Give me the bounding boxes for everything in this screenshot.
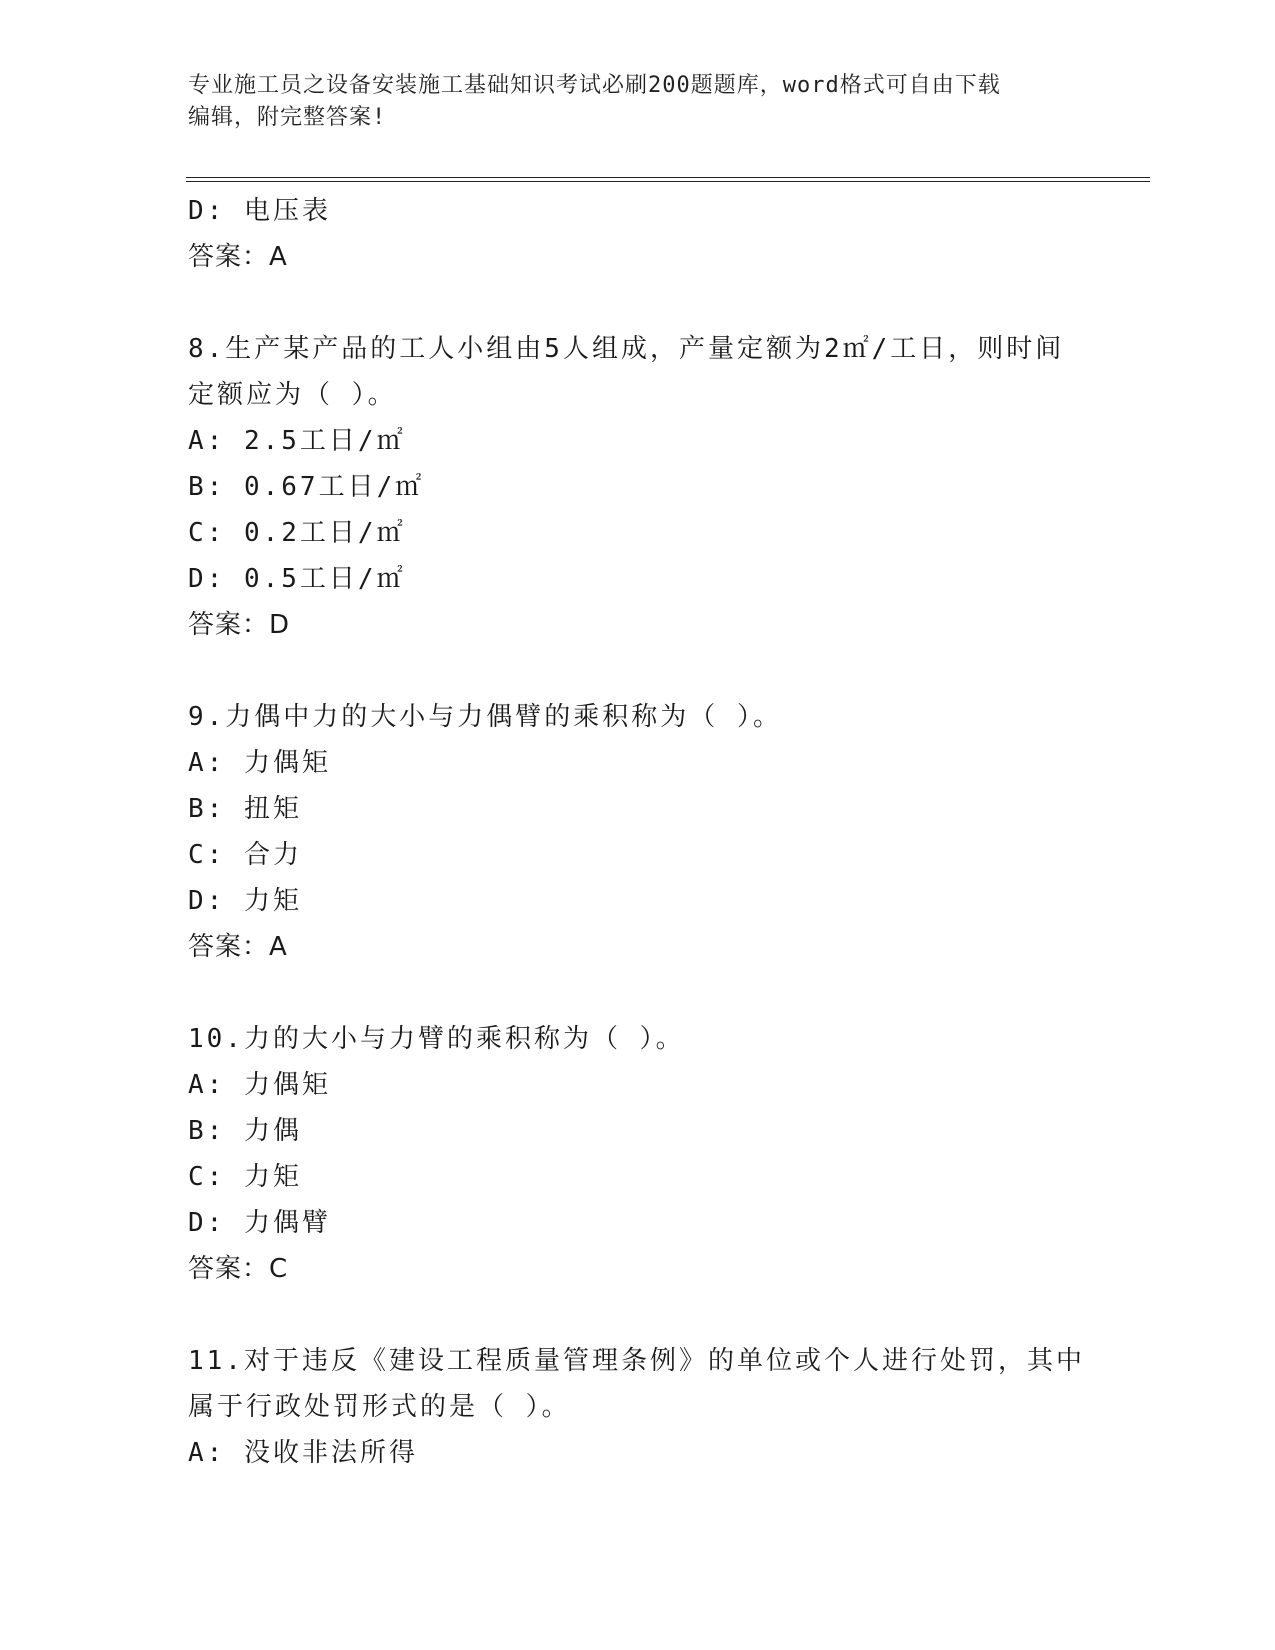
question-stem-line-2: 属于行政处罚形式的是（ ）。 — [188, 1392, 571, 1422]
option-c: C: 0.2工日/㎡ — [188, 518, 406, 548]
option-a: A: 力偶矩 — [188, 1070, 331, 1100]
option-b: B: 力偶 — [188, 1116, 302, 1146]
answer-line: 答案：C — [188, 1254, 289, 1284]
question-stem-line-1: 10.力的大小与力臂的乘积称为（ ）。 — [188, 1024, 685, 1054]
option-b: B: 0.67工日/㎡ — [188, 472, 425, 502]
document-header — [188, 70, 1068, 134]
option-d: D: 电压表 — [188, 196, 331, 226]
question-11 — [188, 1338, 1088, 1476]
header-double-rule — [186, 177, 1150, 182]
question-stem-line-1: 8.生产某产品的工人小组由5人组成，产量定额为2㎡/工日，则时间 — [188, 334, 1065, 364]
option-a: A: 力偶矩 — [188, 748, 331, 778]
answer-line: 答案：A — [188, 932, 288, 962]
header-title-line-2: 编辑，附完整答案! — [188, 105, 387, 130]
option-d: D: 力偶臂 — [188, 1208, 331, 1238]
answer-line: 答案：D — [188, 610, 291, 640]
question-stem-line-1: 11.对于违反《建设工程质量管理条例》的单位或个人进行处罚，其中 — [188, 1346, 1085, 1376]
question-stem-line-2: 定额应为（ ）。 — [188, 380, 397, 410]
question-8 — [188, 326, 1088, 648]
option-b: B: 扭矩 — [188, 794, 302, 824]
question-9 — [188, 694, 1088, 970]
answer-line: 答案：A — [188, 242, 288, 272]
option-a: A: 2.5工日/㎡ — [188, 426, 406, 456]
question-content — [188, 188, 1088, 1476]
option-c: C: 合力 — [188, 840, 302, 870]
option-a: A: 没收非法所得 — [188, 1438, 418, 1468]
header-title-line-1: 专业施工员之设备安装施工基础知识考试必刷200题题库，word格式可自由下载 — [188, 73, 1001, 98]
option-d: D: 0.5工日/㎡ — [188, 564, 406, 594]
question-7-fragment — [188, 188, 1088, 280]
option-d: D: 力矩 — [188, 886, 302, 916]
question-stem-line-1: 9.力偶中力的大小与力偶臂的乘积称为（ ）。 — [188, 702, 782, 732]
option-c: C: 力矩 — [188, 1162, 302, 1192]
question-10 — [188, 1016, 1088, 1292]
